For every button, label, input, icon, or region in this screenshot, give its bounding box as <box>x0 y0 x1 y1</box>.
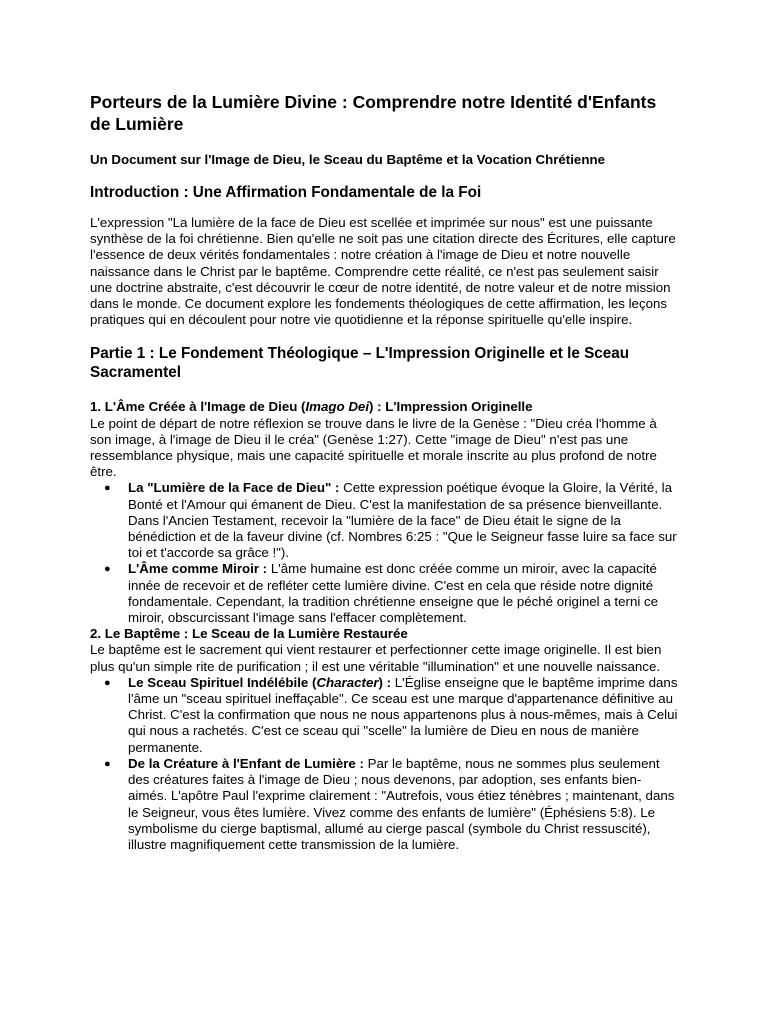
bullet-icon: ● <box>104 676 111 689</box>
list-item: ● De la Créature à l'Enfant de Lumière : Par le baptême, nous ne sommes plus seulement des créatures faites à l'image de Dieu ; nous devenons, par adoption, ses enfants bien-aimés. L'apôtre Paul l'exprime clairement : "Autrefois, vous étiez ténèbres ; maintenant, dans le Seigneur, vous êtes lumière. Vivez comme des enfants de lumière" (Éphésiens 5:8). Le symbolisme du cierge baptismal, allumé au cierge pascal (symbole du Christ ressuscité), illustre magnifiquement cette transmission de la lumière. <box>104 755 675 852</box>
section2-heading: 2. Le Baptême : Le Sceau de la Lumière Restaurée <box>90 626 408 642</box>
bullet-icon: ● <box>104 757 111 770</box>
introduction-heading: Introduction : Une Affirmation Fondamentale de la Foi <box>90 184 482 201</box>
introduction-paragraph: L'expression "La lumière de la face de Dieu est scellée et imprimée sur nous" est une puissante synthèse de la foi chrétienne. Bien qu'elle ne soit pas une citation directe des Écritures, elle capture l'essence de deux vérités fondamentales : notre création à l'image de Dieu et notre nouvelle naissance dans le Christ par le baptême. Comprendre cette réalité, ce n'est pas seulement saisir une doctrine abstraite, c'est découvrir le cœur de notre identité, de notre valeur et de notre mission dans le monde. Ce document explore les fondements théologiques de cette affirmation, les leçons pratiques qui en découlent pour notre vie quotidienne et la réponse spirituelle qu'elle inspire. <box>90 215 676 328</box>
section1-paragraph: Le point de départ de notre réflexion se trouve dans le livre de la Genèse : "Dieu créa l'homme à son image, à l'image de Dieu il le créa" (Genèse 1:27). Cette "image de Dieu" n'est pas une ressemblance physique, mais une capacité spirituelle et morale inscrite au plus profond de notre être. <box>90 415 657 480</box>
list-item: ● Le Sceau Spirituel Indélébile (Character) : L'Église enseigne que le baptême imprime dans l'âme un "sceau spirituel ineffaçable". Ce sceau est une marque d'appartenance définitive au Christ. C'est la confirmation que nous ne nous appartenons plus à nous-mêmes, mais à Celui qui nous a rachetés. C'est ce sceau qui "scelle" la lumière de Dieu en nous de manière permanente. <box>104 674 678 755</box>
document-content <box>90 91 680 853</box>
list-item: ● La "Lumière de la Face de Dieu" : Cette expression poétique évoque la Gloire, la Vérité, la Bonté et l'Amour qui émanent de Dieu. C'est la manifestation de sa présence bienveillante. Dans l'Ancien Testament, recevoir la "lumière de la face" de Dieu était le signe de la bénédiction et de la faveur divine (cf. Nombres 6:25 : "Que le Seigneur fasse luire sa face sur toi et t'accorde sa grâce !"). <box>104 480 677 561</box>
part1-heading: Partie 1 : Le Fondement Théologique – L'Impression Originelle et le Sceau Sacramentel <box>90 345 630 382</box>
bullet-icon: ● <box>104 482 111 495</box>
section2-bullet-list <box>90 675 680 853</box>
section1-heading: 1. L'Âme Créée à l'Image de Dieu (Imago Dei) : L'Impression Originelle <box>90 399 533 415</box>
section1-bullet-list <box>90 480 680 626</box>
document-title: Porteurs de la Lumière Divine : Comprendre notre Identité d'Enfants de Lumière <box>90 92 657 134</box>
section2-paragraph: Le baptême est le sacrement qui vient restaurer et perfectionner cette image originelle. Il est bien plus qu'un simple rite de purification ; il est une véritable "illumination" et une nouvelle naissance. <box>90 642 662 674</box>
document-subtitle: Un Document sur l'Image de Dieu, le Sceau du Baptême et la Vocation Chrétienne <box>90 152 605 167</box>
list-item: ● L'Âme comme Miroir : L'âme humaine est donc créée comme un miroir, avec la capacité innée de recevoir et de refléter cette lumière divine. C'est en cela que réside notre dignité fondamentale. Cependant, la tradition chrétienne enseigne que le péché originel a terni ce miroir, obscurcissant l'image sans l'effacer complètement. <box>104 561 659 626</box>
bullet-icon: ● <box>104 563 111 576</box>
